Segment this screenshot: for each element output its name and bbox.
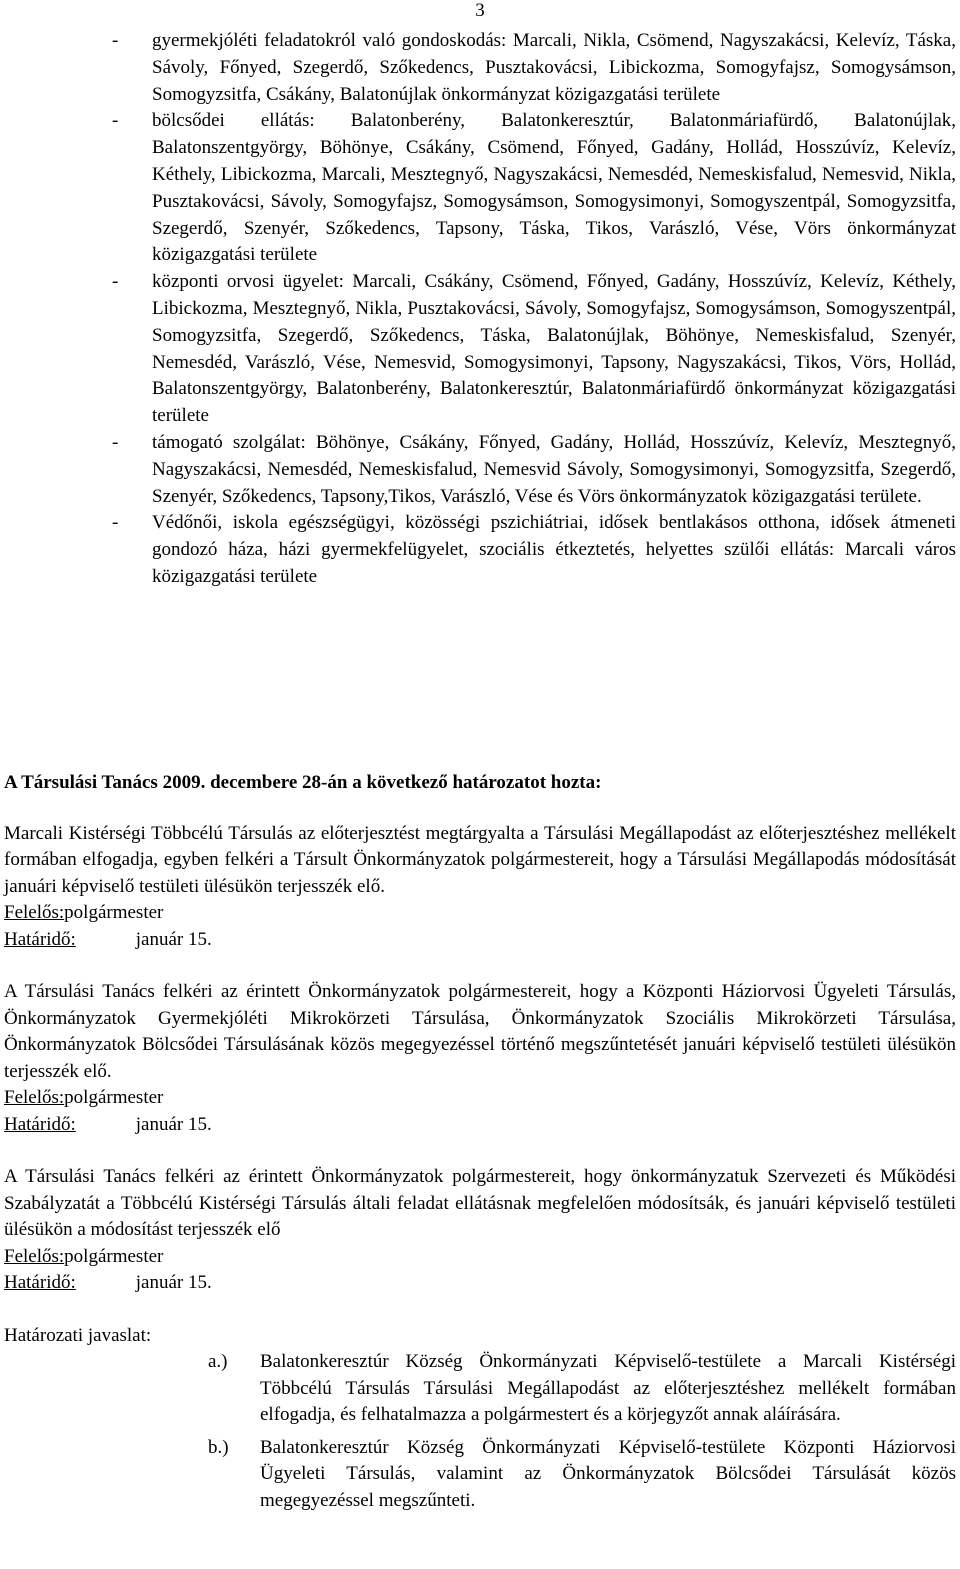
list-item	[4, 430, 956, 510]
list-item	[4, 108, 956, 269]
list-item-text: központi orvosi ügyelet: Marcali, Csákány, Csömend, Főnyed, Gadány, Hosszúvíz, Kelevíz, Kéthely, Libickozma, Mesztegnyő, Nikla, Pusztakovácsi, Sávoly, Somogyfajsz, Somogysámson, Somogyszentpál, Somogyzsitfa, Szegerdő, Szőkedencs, Táska, Balatonújlak, Böhönye, Nemeskisfalud, Szenyér, Nemesdéd, Varászló, Vése, Nemesvid, Somogysimonyi, Tapsony, Nagyszakácsi, Tikos, Vörs, Hollád, Balatonszentgyörgy, Balatonberény, Balatonkeresztúr, Balatonmáriafürdő önkormányzat közigazgatási területe	[152, 271, 956, 427]
proposal-item-label: a.)	[208, 1351, 228, 1372]
responsible-label: Felelős:	[4, 902, 65, 923]
list-dash: -	[112, 512, 119, 534]
list-item-text: bölcsődei ellátás: Balatonberény, Balatonkeresztúr, Balatonmáriafürdő, Balatonújlak, Balatonszentgyörgy, Böhönye, Csákány, Csömend, Főnyed, Gadány, Hollád, Hosszúvíz, Kelevíz, Kéthely, Libickozma, Marcali, Mesztegnyő, Nagyszakácsi, Nemesdéd, Nemeskisfalud, Nemesvid, Nikla, Pusztakovácsi, Sávoly, Somogyfajsz, Somogysámson, Somogysimonyi, Somogyszentpál, Somogyzsitfa, Szegerdő, Szenyér, Szőkedencs, Tapsony, Táska, Tikos, Varászló, Vése, Vörs önkormányzat közigazgatási területe	[152, 110, 956, 266]
responsible-line	[4, 1244, 956, 1271]
list-item-text: gyermekjóléti feladatokról való gondoskodás: Marcali, Nikla, Csömend, Nagyszakácsi, Kelevíz, Táska, Sávoly, Főnyed, Szegerdő, Szőkedencs, Pusztakovácsi, Libickozma, Somogyfajsz, Somogysámson, Somogyzsitfa, Csákány, Balatonújlak önkormányzat közigazgatási területe	[152, 30, 956, 105]
list-item-text: Védőnői, iskola egészségügyi, közösségi pszichiátriai, idősek bentlakásos otthona, idősek átmeneti gondozó háza, házi gyermekfelügyelet, szociális étkeztetés, helyettes szülői ellátás: Marcali város közigazgatási területe	[152, 512, 956, 587]
resolution-text: A Társulási Tanács felkéri az érintett Önkormányzatok polgármestereit, hogy önkormányzatuk Szervezeti és Működési Szabályzatát a Többcélú Kistérségi Társulás általi feladat ellátásnak megfelelően módosítsák, és januári képviselő testületi ülésükön a módosítást terjesszék elő	[4, 1166, 956, 1240]
proposal-item	[4, 1349, 956, 1429]
responsible-value: polgármester	[64, 1245, 164, 1267]
list-item-text: támogató szolgálat: Böhönye, Csákány, Főnyed, Gadány, Hollád, Hosszúvíz, Kelevíz, Mesztegnyő, Nagyszakácsi, Nemesdéd, Nemeskisfalud, Nemesvid Sávoly, Somogysimonyi, Somogyzsitfa, Szegerdő, Szenyér, Szőkedencs, Tapsony,Tikos, Varászló, Vése és Vörs önkormányzatok közigazgatási területe.	[152, 431, 956, 507]
responsible-line	[4, 1085, 956, 1112]
responsible-value: polgármester	[64, 902, 164, 923]
responsible-label: Felelős:	[4, 1087, 65, 1108]
list-item	[4, 269, 956, 430]
proposal-item	[4, 1435, 956, 1515]
proposal-list	[4, 1349, 956, 1514]
page-number: 3	[475, 0, 485, 21]
list-item	[4, 510, 956, 590]
proposal-item-label: b.)	[208, 1436, 229, 1458]
responsible-label: Felelős:	[4, 1245, 65, 1267]
resolution-text: Marcali Kistérségi Többcélú Társulás az előterjesztést megtárgyalta a Társulási Megállapodást az előterjesztéshez mellékelt formában elfogadja, egyben felkéri a Társult Önkormányzatok polgármestereit, hogy a Társulási Megállapodás módosítását januári képviselő testületi ülésükön terjesszék elő.	[4, 822, 956, 897]
responsible-line	[4, 900, 956, 927]
proposal-label: Határozati javaslat:	[4, 1324, 152, 1346]
deadline-value: január 15.	[135, 1113, 212, 1135]
deadline-label: Határidő:	[4, 1113, 76, 1135]
deadline-value: január 15.	[135, 1272, 212, 1293]
proposal-item-text: Balatonkeresztúr Község Önkormányzati Képviselő-testülete a Marcali Kistérségi Többcélú Társulás Társulási Megállapodást az előterjesztéshez mellékelt formában elfogadja, és felhatalmazza a polgármestert és a körjegyzőt annak aláírására.	[260, 1351, 956, 1425]
resolution-section	[4, 770, 956, 1514]
deadline-line	[4, 927, 956, 954]
responsible-value: polgármester	[64, 1087, 164, 1108]
list-item	[4, 28, 956, 108]
task-list	[4, 28, 956, 591]
deadline-label: Határidő:	[4, 928, 76, 950]
list-dash: -	[112, 271, 119, 293]
list-dash: -	[112, 30, 119, 51]
list-dash: -	[112, 110, 119, 132]
proposal-item-text: Balatonkeresztúr Község Önkormányzati Képviselő-testülete Központi Háziorvosi Ügyeleti Társulás, valamint az Önkormányzatok Bölcsődei Társulását közös megegyezéssel megszűnteti.	[260, 1436, 956, 1511]
deadline-label: Határidő:	[4, 1272, 76, 1293]
list-dash: -	[112, 431, 119, 453]
deadline-line	[4, 1112, 956, 1139]
deadline-value: január 15.	[135, 928, 212, 950]
resolution-text: A Társulási Tanács felkéri az érintett Önkormányzatok polgármestereit, hogy a Központi Háziorvosi Ügyeleti Társulás, Önkormányzatok Gyermekjóléti Mikrokörzeti Társulása, Önkormányzatok Szociális Mikrokörzeti Társulása, Önkormányzatok Bölcsődei Társulásának közös megegyezéssel történő megszűntetését januári képviselő testületi ülésükön terjesszék elő.	[4, 981, 956, 1082]
deadline-line	[4, 1270, 956, 1297]
section-heading: A Társulási Tanács 2009. decembere 28-án a következő határozatot hozta:	[4, 772, 602, 793]
